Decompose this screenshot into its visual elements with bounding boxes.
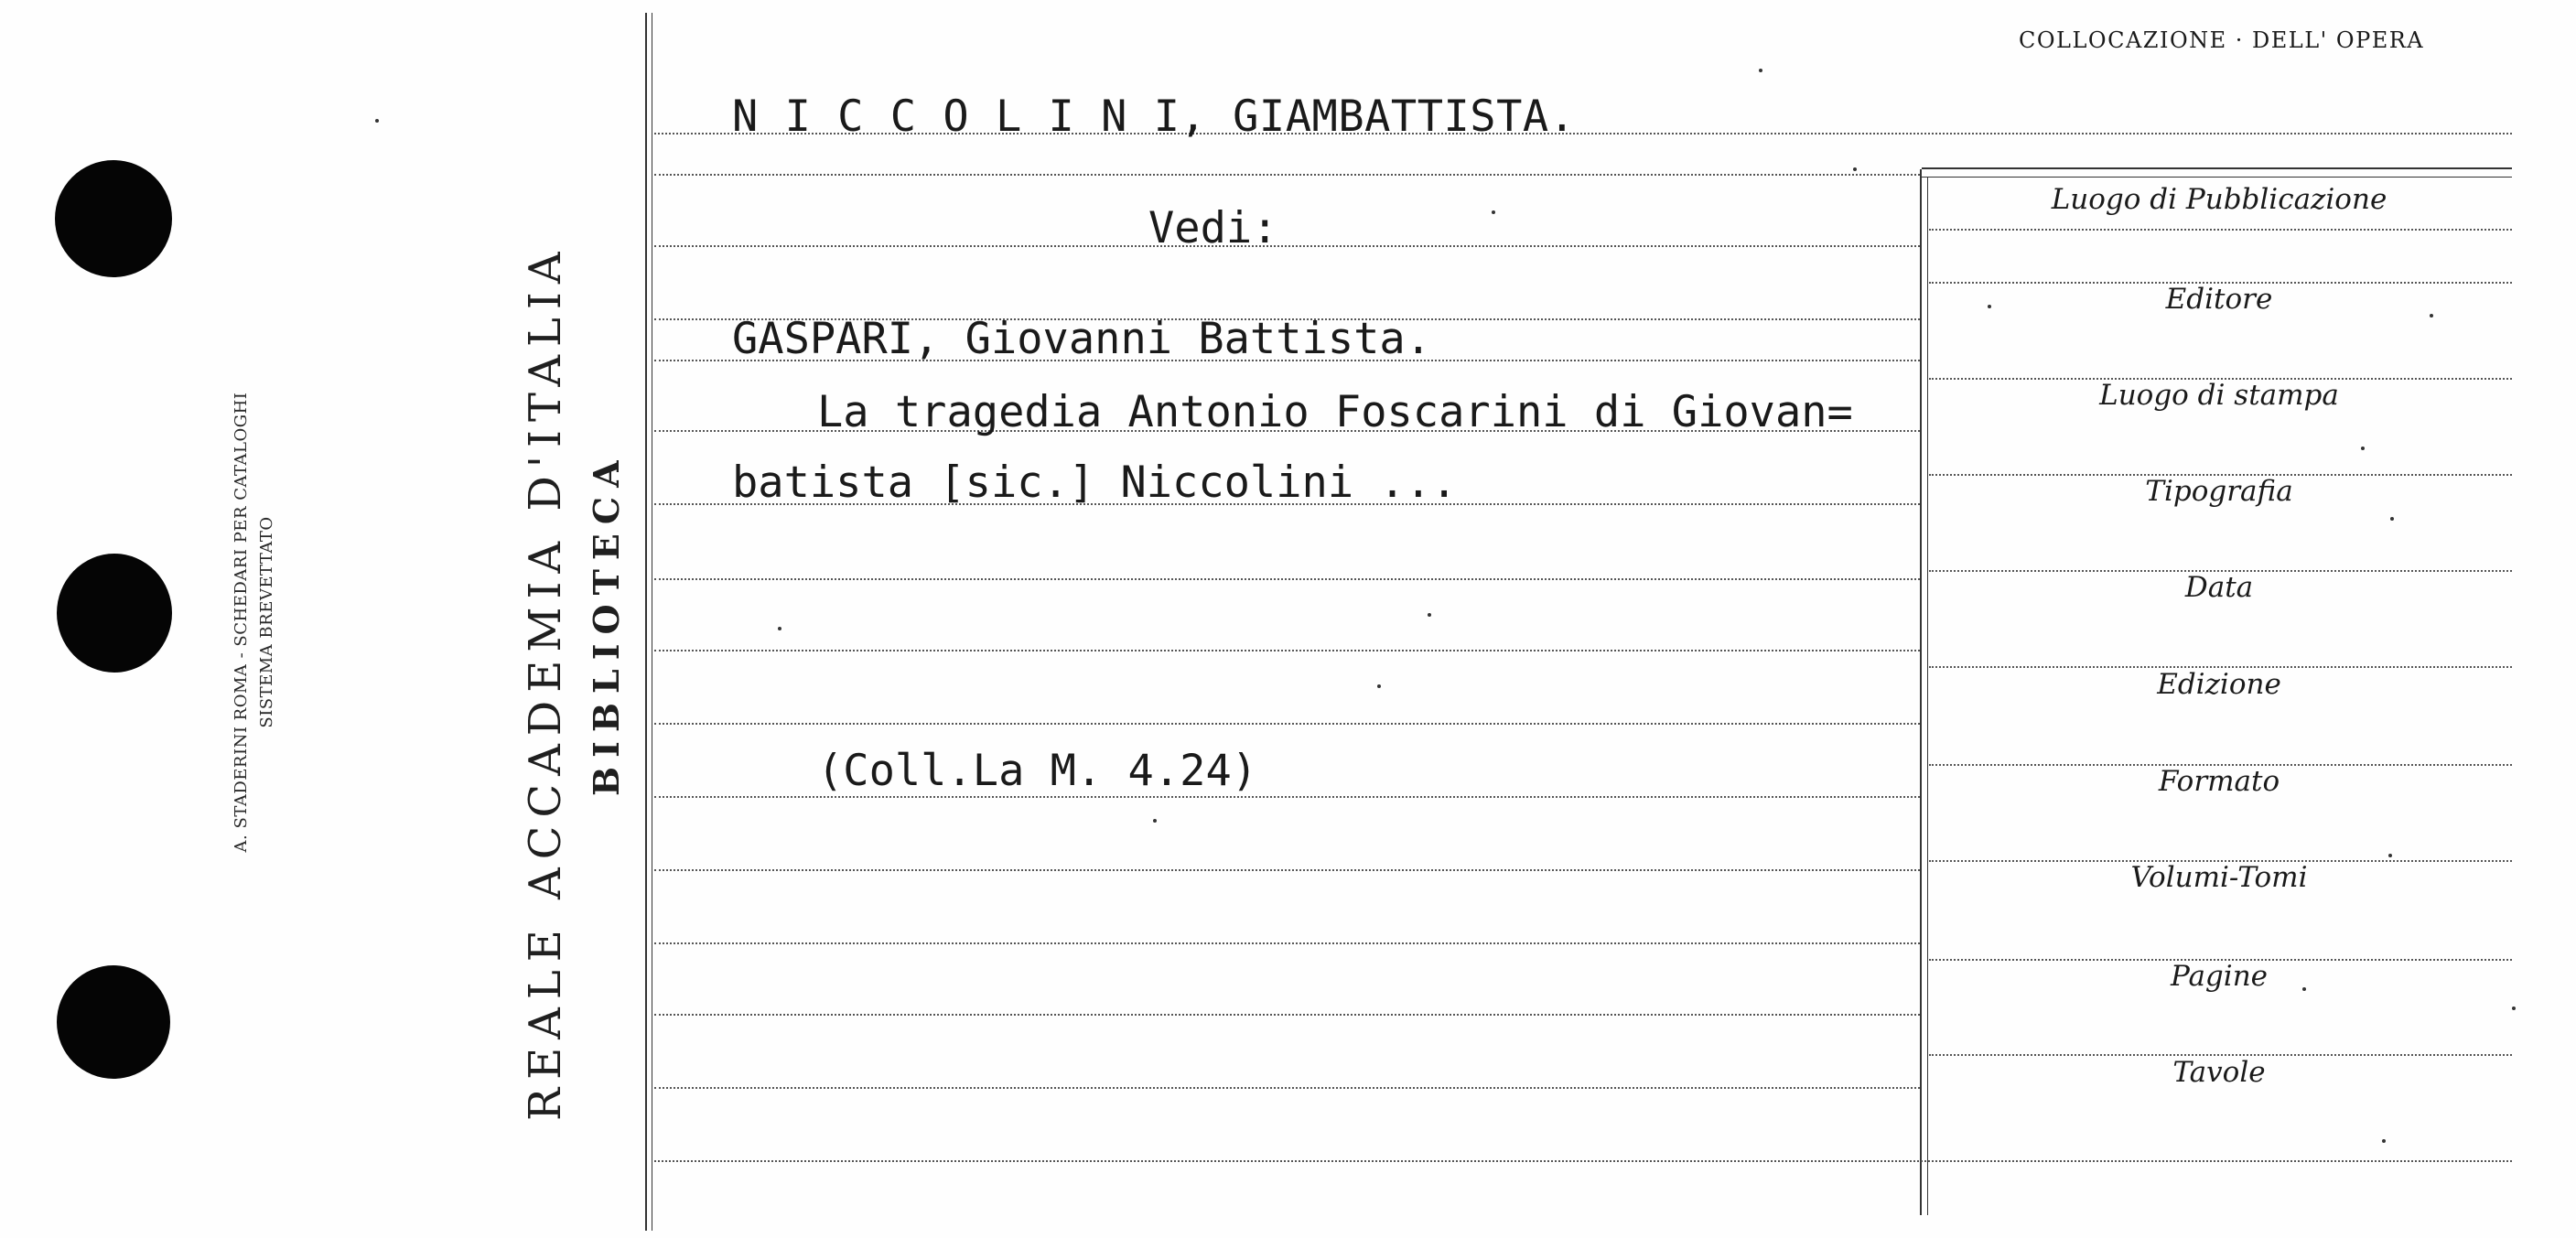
entry-heading: N I C C O L I N I, GIAMBATTISTA. <box>732 92 1576 142</box>
title-line-2: batista [sic.] Niccolini ... <box>732 458 1458 508</box>
ruled-line <box>654 578 1920 580</box>
ruled-line <box>654 1087 1920 1089</box>
shelfmark: (Coll.La M. 4.24) <box>817 746 1258 796</box>
ruled-line <box>654 869 1920 871</box>
scan-speck <box>2430 314 2433 318</box>
right-panel-top-rule-2 <box>1922 177 2512 178</box>
ruled-line <box>654 174 1920 176</box>
academy-title: REALE ACCADEMIA D'ITALIA <box>520 243 571 1121</box>
ruled-line <box>654 245 1920 247</box>
ruled-line <box>654 796 1920 798</box>
field-place-of-printing: Luogo di stampa <box>2099 379 2339 412</box>
scan-speck <box>2382 1139 2386 1143</box>
see-also-label: Vedi: <box>1148 203 1278 253</box>
scan-speck <box>1853 167 1857 171</box>
scan-speck <box>375 119 379 123</box>
scan-speck <box>2361 447 2365 450</box>
scan-speck <box>1153 819 1157 823</box>
scan-speck <box>1492 210 1495 214</box>
ruled-line <box>654 723 1920 725</box>
scan-speck <box>778 627 781 630</box>
collocation-label: COLLOCAZIONE · DELL' OPERA <box>2019 27 2425 53</box>
right-panel-top-rule <box>1922 167 2512 169</box>
left-border-rule <box>645 13 647 1231</box>
scan-speck <box>2390 517 2394 521</box>
field-plates: Tavole <box>2172 1056 2266 1089</box>
printer-imprint <box>229 329 280 915</box>
scan-speck <box>1759 69 1762 72</box>
scan-speck <box>1377 684 1381 688</box>
ruled-line <box>654 1160 2512 1162</box>
field-pages: Pagine <box>2170 960 2269 993</box>
binder-hole-bottom <box>57 965 170 1079</box>
scan-speck <box>1988 305 1991 308</box>
field-printer: Tipografia <box>2145 475 2293 508</box>
printer-imprint-line2: SISTEMA BREVETTATO <box>257 516 276 728</box>
library-title: BIBLIOTECA <box>586 451 627 796</box>
scan-speck <box>2388 854 2392 857</box>
right-panel-left-rule <box>1920 169 1922 1215</box>
ruled-line <box>654 1014 1920 1016</box>
field-date: Data <box>2184 571 2254 604</box>
field-publisher: Editore <box>2165 283 2273 316</box>
ruled-line <box>654 942 1920 944</box>
title-line-1: La tragedia Antonio Foscarini di Giovan= <box>817 387 1853 437</box>
field-volumes: Volumi-Tomi <box>2130 861 2308 894</box>
ruled-line <box>654 650 1920 651</box>
scan-speck <box>2302 987 2306 991</box>
binder-hole-middle <box>57 554 172 673</box>
field-place-of-publication: Luogo di Pubblicazione <box>2051 183 2387 216</box>
scan-speck <box>2512 1007 2516 1010</box>
field-format: Formato <box>2158 765 2280 798</box>
field-edition: Edizione <box>2157 668 2281 701</box>
scan-speck <box>1428 613 1431 617</box>
panel-ruled-line <box>1929 229 2512 231</box>
printer-imprint-line1: A. STADERINI ROMA - SCHEDARI PER CATALOGHI <box>232 392 251 853</box>
binder-hole-top <box>55 160 172 277</box>
author-line: GASPARI, Giovanni Battista. <box>732 314 1432 364</box>
